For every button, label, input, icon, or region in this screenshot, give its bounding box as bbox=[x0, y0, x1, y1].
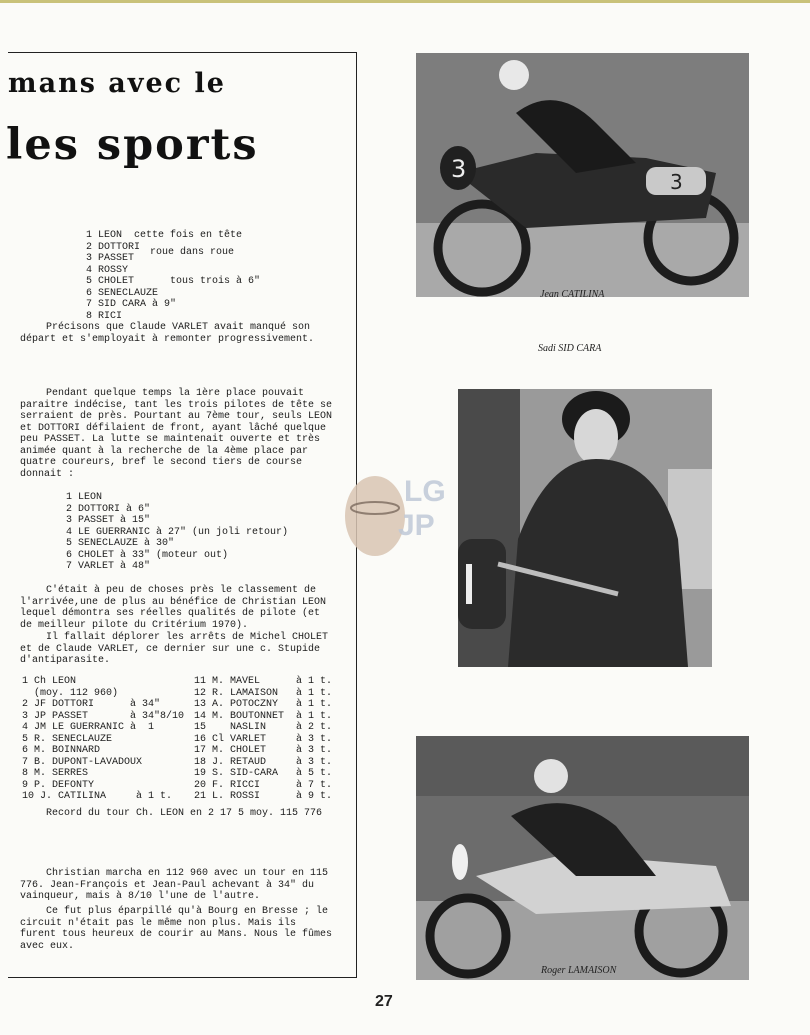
result-row: 10 J. CATILINA à 1 t. bbox=[22, 791, 173, 802]
result-row: 3 JP PASSET à 34"8/10 bbox=[22, 710, 185, 722]
result-row: 13 A. POTOCZNY à 1 t. bbox=[194, 699, 333, 710]
page-number: 27 bbox=[375, 993, 393, 1010]
result-row: 1 Ch LEON bbox=[22, 676, 77, 687]
result-row: 21 L. ROSSI à 9 t. bbox=[194, 791, 333, 802]
svg-text:3: 3 bbox=[670, 170, 683, 194]
results-right-column bbox=[194, 676, 332, 803]
watermark-text-2: JP bbox=[398, 509, 435, 542]
standings-line: 5 CHOLET bbox=[86, 276, 135, 287]
top-edge bbox=[0, 0, 810, 3]
standings-line: 7 VARLET à 48" bbox=[66, 561, 151, 572]
result-row: 8 M. SERRES bbox=[22, 768, 89, 779]
result-row: 14 M. BOUTONNET à 1 t. bbox=[194, 710, 333, 722]
result-row: 11 M. MAVEL à 1 t. bbox=[194, 676, 333, 687]
standings-line: 1 LEON bbox=[66, 492, 103, 503]
standings-second-third bbox=[66, 492, 288, 573]
standings-line: 3 PASSET bbox=[86, 253, 135, 264]
caption-photo-1: Jean CATILINA bbox=[540, 289, 605, 300]
standings-line: 2 DOTTORI à 6" bbox=[66, 503, 151, 515]
paragraph-conclusion: Ce fut plus éparpillé qu'à Bourg en Bresse ; le circuit n'était pas le même non plus. Mais ils furent tous heureux de courir au Mans. Nous le fûmes avec eux. bbox=[20, 906, 333, 952]
standings-line: 7 SID CARA à 9" bbox=[86, 299, 177, 310]
result-row: 4 JM LE GUERRANIC à 1 bbox=[22, 722, 155, 733]
paragraph-retirements: Il fallait déplorer les arrêts de Michel CHOLET et de Claude VARLET, ce dernier sur une c. Stupide d'antiparasite. bbox=[20, 632, 329, 666]
paragraph-christian: Christian marcha en 112 960 avec un tour en 115 776. Jean-François et Jean-Paul achevant à 34" du vainqueur, mais à 8/10 l'une de l'autre. bbox=[20, 868, 329, 902]
standings-line: 6 SENECLAUZE bbox=[86, 287, 159, 299]
watermark-logo bbox=[342, 474, 462, 560]
caption-photo-3: Roger LAMAISON bbox=[541, 965, 617, 976]
standings-line: 6 CHOLET à 33" (moteur out) bbox=[66, 549, 229, 561]
note-all-three: tous trois à 6" bbox=[170, 276, 261, 287]
result-row: 17 M. CHOLET à 3 t. bbox=[194, 745, 333, 756]
result-row: 2 JF DOTTORI à 34" bbox=[22, 699, 161, 710]
headline-line-2: les sports bbox=[6, 120, 259, 170]
result-row: 19 S. SID-CARA à 5 t. bbox=[194, 768, 333, 779]
paragraph-varlet-start: Précisons que Claude VARLET avait manqué son départ et s'employait à remonter progressivement. bbox=[20, 322, 315, 345]
photo-jean-catilina bbox=[416, 53, 749, 297]
watermark-text-1: LG bbox=[404, 475, 446, 508]
result-row: 5 R. SENECLAUZE bbox=[22, 733, 113, 745]
standings-line: 3 PASSET à 15" bbox=[66, 515, 151, 526]
paragraph-race-progress: Pendant quelque temps la 1ère place pouvait paraitre indécise, tant les trois pilotes de tête se serraient de près. Pourtant au 7ème tour, seuls LEON et DOTTORI défilaient de front, ayant lâché quelque peu PASSET. La lutte se maintenait ouverte et très animée quant à la recherche de la 4ème place par quatre coureurs, bref le second tiers de course donnait : bbox=[20, 388, 333, 480]
result-row: 12 R. LAMAISON à 1 t. bbox=[194, 687, 333, 699]
svg-text:3: 3 bbox=[451, 155, 467, 183]
result-row: (moy. 112 960) bbox=[22, 687, 119, 699]
paragraph-finish: C'était à peu de choses près le classement de l'arrivée,une de plus au bénéfice de Christian LEON lequel démontra ses réelles qualités de pilote (et de meilleur pilote du Critérium 1970). bbox=[20, 585, 327, 631]
result-row: 6 M. BOINNARD bbox=[22, 745, 101, 756]
headline-line-1: mans avec le bbox=[8, 68, 226, 99]
results-left-column bbox=[22, 676, 184, 803]
standings-line: 4 LE GUERRANIC à 27" (un joli retour) bbox=[66, 526, 289, 538]
result-row: 18 J. RETAUD à 3 t. bbox=[194, 756, 333, 768]
result-row: 20 F. RICCI à 7 t. bbox=[194, 779, 333, 791]
result-row: 9 P. DEFONTY bbox=[22, 779, 95, 791]
standings-line: 4 ROSSY bbox=[86, 264, 129, 276]
caption-photo-2: Sadi SID CARA bbox=[538, 343, 602, 354]
note-wheel-to-wheel: roue dans roue bbox=[150, 247, 235, 258]
lap-record: Record du tour Ch. LEON en 2 17 5 moy. 115 776 bbox=[46, 808, 323, 819]
result-row: 16 Cl VARLET à 3 t. bbox=[194, 733, 333, 745]
photo-sadi-sid-cara bbox=[458, 389, 712, 667]
result-row: 15 NASLIN à 2 t. bbox=[194, 722, 333, 733]
standings-line: 2 DOTTORI bbox=[86, 241, 141, 253]
photo-roger-lamaison bbox=[416, 736, 749, 980]
result-row: 7 B. DUPONT-LAVADOUX bbox=[22, 756, 143, 768]
standings-line: 1 LEON cette fois en tête bbox=[86, 230, 243, 241]
standings-line: 8 RICI bbox=[86, 310, 123, 322]
standings-line: 5 SENECLAUZE à 30" bbox=[66, 538, 175, 549]
